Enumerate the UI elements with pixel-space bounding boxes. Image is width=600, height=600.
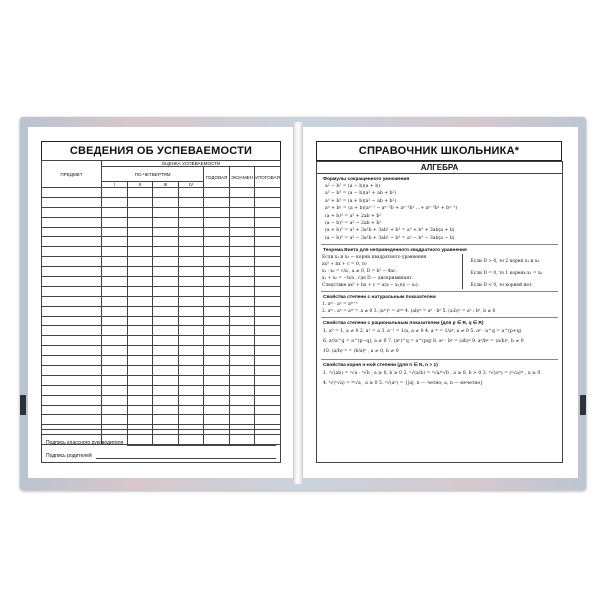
grade-cell[interactable] bbox=[204, 375, 230, 385]
formula-line: (a − b)³ = a³ − 3a²b + 3ab² − b³ = a³ − b³ − 3ab(a − b) bbox=[325, 235, 455, 241]
grade-cell[interactable] bbox=[153, 247, 179, 257]
left-page-title: СВЕДЕНИЯ ОБ УСПЕВАЕМОСТИ bbox=[41, 141, 281, 161]
vieta-line: x₁ + x₂ = −b/a , где D — дискриминант. bbox=[322, 276, 414, 282]
formula-line: a³ − b³ = (a − b)(a² + ab + b²) bbox=[325, 191, 397, 197]
parents-signature-row bbox=[46, 446, 276, 459]
divider bbox=[321, 291, 558, 292]
left-page bbox=[28, 127, 294, 478]
grade-cell[interactable] bbox=[255, 346, 281, 356]
grade-cell[interactable] bbox=[204, 267, 230, 277]
formula-line: (a − b)² = a² − 2ab + b² bbox=[325, 221, 382, 227]
grade-row bbox=[42, 336, 281, 346]
subject-cell[interactable] bbox=[42, 336, 102, 346]
grade-cell[interactable] bbox=[153, 356, 179, 366]
grade-cell[interactable] bbox=[204, 395, 230, 405]
grade-cell[interactable] bbox=[127, 395, 153, 405]
grade-cell[interactable] bbox=[178, 346, 204, 356]
formula-line: (a + b)² = a² + 2ab + b² bbox=[325, 213, 382, 219]
grade-cell[interactable] bbox=[127, 346, 153, 356]
grade-cell[interactable] bbox=[229, 217, 255, 227]
grade-cell[interactable] bbox=[127, 277, 153, 287]
grade-cell[interactable] bbox=[127, 306, 153, 316]
grade-cell[interactable] bbox=[229, 385, 255, 395]
grade-cell[interactable] bbox=[204, 188, 230, 198]
grades-table bbox=[41, 160, 281, 445]
teacher-signature-line[interactable] bbox=[127, 439, 276, 446]
grade-row bbox=[42, 227, 281, 237]
grade-cell[interactable] bbox=[204, 316, 230, 326]
grade-cell[interactable] bbox=[204, 247, 230, 257]
rational-power-row: 6. aᵖ/a^q = a^(p−q), a ≠ 0 7. (aᵖ)^q = a^(pq) 8. aᵖ · bᵖ = (ab)ᵖ 9. aᵖ/bᵖ = (a/b)ᵖ, b ≠ 0 bbox=[323, 339, 524, 345]
grade-cell[interactable] bbox=[204, 197, 230, 207]
grade-cell[interactable] bbox=[178, 306, 204, 316]
grade-cell[interactable] bbox=[255, 296, 281, 306]
grade-cell[interactable] bbox=[229, 395, 255, 405]
grade-row bbox=[42, 415, 281, 425]
grade-cell[interactable] bbox=[153, 267, 179, 277]
grade-cell[interactable] bbox=[102, 247, 128, 257]
grade-cell[interactable] bbox=[153, 346, 179, 356]
grade-cell[interactable] bbox=[153, 188, 179, 198]
grade-row bbox=[42, 306, 281, 316]
subject-cell[interactable] bbox=[42, 356, 102, 366]
grade-cell[interactable] bbox=[127, 286, 153, 296]
grade-cell[interactable] bbox=[102, 207, 128, 217]
grade-cell[interactable] bbox=[204, 366, 230, 376]
grade-cell[interactable] bbox=[127, 366, 153, 376]
grade-cell[interactable] bbox=[255, 188, 281, 198]
grade-cell[interactable] bbox=[178, 415, 204, 425]
formula-line: a² − b² = (a − b)(a + b) bbox=[325, 184, 380, 189]
grade-cell[interactable] bbox=[229, 415, 255, 425]
grade-cell[interactable] bbox=[229, 296, 255, 306]
grade-cell[interactable] bbox=[178, 257, 204, 267]
vieta-line: Если x₁ и x₂ — корни квадратного уравнения bbox=[322, 255, 427, 261]
quarters-header: ПО ЧЕТВЕРТЯМ bbox=[102, 167, 204, 182]
grade-cell[interactable] bbox=[102, 375, 128, 385]
subject-cell[interactable] bbox=[42, 296, 102, 306]
grade-row bbox=[42, 316, 281, 326]
grade-cell[interactable] bbox=[102, 197, 128, 207]
subject-cell[interactable] bbox=[42, 277, 102, 287]
subject-cell[interactable] bbox=[42, 237, 102, 247]
grade-cell[interactable] bbox=[229, 346, 255, 356]
grade-cell[interactable] bbox=[255, 247, 281, 257]
grade-cell[interactable] bbox=[102, 326, 128, 336]
grade-cell[interactable] bbox=[255, 207, 281, 217]
grade-cell[interactable] bbox=[153, 296, 179, 306]
grade-cell[interactable] bbox=[178, 336, 204, 346]
grade-cell[interactable] bbox=[255, 257, 281, 267]
divider bbox=[321, 317, 558, 318]
grade-cell[interactable] bbox=[178, 296, 204, 306]
grade-cell[interactable] bbox=[102, 257, 128, 267]
grade-row bbox=[42, 247, 281, 257]
right-page bbox=[302, 127, 578, 478]
grade-cell[interactable] bbox=[255, 237, 281, 247]
grades-header: ОЦЕНКА УСПЕВАЕМОСТИ bbox=[102, 161, 281, 167]
grade-cell[interactable] bbox=[178, 395, 204, 405]
grade-cell[interactable] bbox=[204, 346, 230, 356]
grade-cell[interactable] bbox=[127, 217, 153, 227]
grade-row bbox=[42, 395, 281, 405]
grade-cell[interactable] bbox=[127, 385, 153, 395]
grade-cell[interactable] bbox=[204, 415, 230, 425]
divider bbox=[321, 359, 558, 360]
grade-cell[interactable] bbox=[255, 366, 281, 376]
quarter-2: II bbox=[127, 182, 153, 188]
vieta-line: ax² + bx + c = 0, то bbox=[322, 262, 367, 268]
grade-cell[interactable] bbox=[102, 188, 128, 198]
subject-cell[interactable] bbox=[42, 395, 102, 405]
grade-row bbox=[42, 366, 281, 376]
discriminant-case: Если D < 0, то корней нет. bbox=[470, 283, 533, 289]
grade-cell[interactable] bbox=[229, 286, 255, 296]
grade-cell[interactable] bbox=[153, 286, 179, 296]
grade-cell[interactable] bbox=[102, 405, 128, 415]
grade-cell[interactable] bbox=[204, 257, 230, 267]
grade-cell[interactable] bbox=[178, 356, 204, 366]
signature-box bbox=[41, 429, 281, 463]
grade-cell[interactable] bbox=[102, 366, 128, 376]
grade-row bbox=[42, 346, 281, 356]
grade-cell[interactable] bbox=[204, 237, 230, 247]
vieta-left bbox=[317, 254, 462, 289]
grade-cell[interactable] bbox=[102, 336, 128, 346]
grade-cell[interactable] bbox=[255, 306, 281, 316]
grade-cell[interactable] bbox=[127, 257, 153, 267]
grade-cell[interactable] bbox=[102, 415, 128, 425]
grade-row bbox=[42, 326, 281, 336]
grade-cell[interactable] bbox=[102, 227, 128, 237]
grade-cell[interactable] bbox=[178, 375, 204, 385]
grade-row bbox=[42, 237, 281, 247]
grade-cell[interactable] bbox=[178, 197, 204, 207]
grade-cell[interactable] bbox=[255, 316, 281, 326]
grade-cell[interactable] bbox=[255, 286, 281, 296]
grade-cell[interactable] bbox=[178, 237, 204, 247]
grade-cell[interactable] bbox=[153, 336, 179, 346]
grade-cell[interactable] bbox=[153, 366, 179, 376]
grade-cell[interactable] bbox=[178, 247, 204, 257]
grade-cell[interactable] bbox=[204, 306, 230, 316]
grade-cell[interactable] bbox=[127, 405, 153, 415]
final-header: ИТОГОВАЯ bbox=[255, 167, 281, 188]
grade-cell[interactable] bbox=[127, 267, 153, 277]
grade-cell[interactable] bbox=[255, 277, 281, 287]
grade-cell[interactable] bbox=[127, 415, 153, 425]
grade-cell[interactable] bbox=[127, 375, 153, 385]
rational-power-row: 1. a⁰ = 1, a ≠ 0 2. a¹ = a 3. a⁻¹ = 1/a, a ≠ 0 4. a⁻ᵖ = 1/aᵖ, a ≠ 0 5. aᵖ · a^q = a^(p+q) bbox=[323, 329, 522, 335]
natural-power-row: 2. aᵐ : aⁿ = aᵐ⁻ⁿ, a ≠ 0 3. (aᵐ)ⁿ = aᵐⁿ 4. (ab)ⁿ = aⁿ · bⁿ 5. (a:b)ⁿ = aⁿ : bⁿ, b ≠ 0 bbox=[322, 309, 496, 315]
grade-cell[interactable] bbox=[153, 415, 179, 425]
subject-cell[interactable] bbox=[42, 207, 102, 217]
subject-cell[interactable] bbox=[42, 257, 102, 267]
grade-cell[interactable] bbox=[229, 336, 255, 346]
grade-cell[interactable] bbox=[255, 385, 281, 395]
grade-cell[interactable] bbox=[255, 356, 281, 366]
grade-row bbox=[42, 217, 281, 227]
parents-signature-label: Подпись родителей bbox=[46, 453, 92, 459]
grade-row bbox=[42, 385, 281, 395]
formula-line: aⁿ + bⁿ = (a + b)(aⁿ⁻¹ − aⁿ⁻²b + aⁿ⁻³b² …+ aⁿ⁻³b² + bⁿ⁻¹) bbox=[325, 206, 458, 212]
grade-cell[interactable] bbox=[229, 197, 255, 207]
reference-box bbox=[316, 161, 563, 463]
cover-edge-right bbox=[580, 395, 586, 415]
grade-row bbox=[42, 375, 281, 385]
grade-cell[interactable] bbox=[255, 395, 281, 405]
vieta-title: Теорема Виета для неприведенного квадратного уравнения bbox=[323, 248, 467, 254]
grade-row bbox=[42, 296, 281, 306]
grade-cell[interactable] bbox=[153, 197, 179, 207]
grade-row bbox=[42, 286, 281, 296]
teacher-signature-label: Подпись классного руководителя bbox=[46, 440, 124, 446]
grade-cell[interactable] bbox=[229, 405, 255, 415]
grade-cell[interactable] bbox=[255, 326, 281, 336]
grade-cell[interactable] bbox=[102, 277, 128, 287]
grade-cell[interactable] bbox=[204, 405, 230, 415]
grade-cell[interactable] bbox=[153, 375, 179, 385]
algebra-heading: АЛГЕБРА bbox=[317, 162, 562, 174]
grade-cell[interactable] bbox=[204, 356, 230, 366]
grade-cell[interactable] bbox=[229, 306, 255, 316]
subject-cell[interactable] bbox=[42, 366, 102, 376]
cover-edge-left bbox=[20, 395, 26, 415]
grade-cell[interactable] bbox=[153, 405, 179, 415]
grade-cell[interactable] bbox=[102, 217, 128, 227]
grade-row bbox=[42, 188, 281, 198]
grade-cell[interactable] bbox=[229, 375, 255, 385]
grade-cell[interactable] bbox=[153, 385, 179, 395]
rational-power-row: 10. (a/b)⁻ᵖ = (b/a)ᵖ , a ≠ 0, b ≠ 0 bbox=[323, 349, 399, 355]
grade-cell[interactable] bbox=[178, 405, 204, 415]
vieta-corollary: Следствие ax² + bx + c = a(x − x₁)(x − x₂). bbox=[322, 283, 419, 289]
grade-cell[interactable] bbox=[153, 227, 179, 237]
grade-cell[interactable] bbox=[178, 286, 204, 296]
grade-cell[interactable] bbox=[102, 316, 128, 326]
grade-cell[interactable] bbox=[178, 217, 204, 227]
grade-cell[interactable] bbox=[153, 316, 179, 326]
grade-cell[interactable] bbox=[229, 237, 255, 247]
subject-cell[interactable] bbox=[42, 405, 102, 415]
roots-row: 1. ⁿ√(ab) = ⁿ√a · ⁿ√b , a ≥ 0, b ≥ 0 2. ⁿ√(a/b) = ⁿ√a/ⁿ√b , a ≥ 0, b > 0 3. ⁿ√(aᵐ) = (ⁿ√a)ᵐ , a ≥ 0 bbox=[323, 371, 541, 377]
grade-cell[interactable] bbox=[204, 207, 230, 217]
grade-cell[interactable] bbox=[178, 227, 204, 237]
grade-cell[interactable] bbox=[204, 217, 230, 227]
grade-cell[interactable] bbox=[153, 395, 179, 405]
abbrev-mult-title: Формулы сокращенного умножения bbox=[323, 177, 410, 182]
grade-cell[interactable] bbox=[127, 237, 153, 247]
subject-cell[interactable] bbox=[42, 197, 102, 207]
roots-title: Свойства корня n-ной степени (для n ∈ N, n > 1) bbox=[323, 363, 438, 369]
grade-cell[interactable] bbox=[102, 385, 128, 395]
grade-cell[interactable] bbox=[178, 316, 204, 326]
subject-cell[interactable] bbox=[42, 326, 102, 336]
grade-cell[interactable] bbox=[229, 316, 255, 326]
grade-cell[interactable] bbox=[229, 326, 255, 336]
grade-cell[interactable] bbox=[127, 227, 153, 237]
subject-cell[interactable] bbox=[42, 286, 102, 296]
grade-cell[interactable] bbox=[204, 326, 230, 336]
grade-cell[interactable] bbox=[204, 385, 230, 395]
grade-cell[interactable] bbox=[229, 257, 255, 267]
grade-cell[interactable] bbox=[178, 188, 204, 198]
grade-cell[interactable] bbox=[178, 267, 204, 277]
quarter-4: IV bbox=[178, 182, 204, 188]
subject-cell[interactable] bbox=[42, 346, 102, 356]
subject-cell[interactable] bbox=[42, 306, 102, 316]
grade-cell[interactable] bbox=[153, 326, 179, 336]
subject-cell[interactable] bbox=[42, 375, 102, 385]
vieta-right bbox=[462, 254, 562, 289]
grade-row bbox=[42, 356, 281, 366]
rational-power-title: Свойства степени с рациональным показателем (для p ∈ R, q ∈ R) bbox=[323, 321, 484, 327]
quarter-3: III bbox=[153, 182, 179, 188]
grade-cell[interactable] bbox=[255, 415, 281, 425]
grade-cell[interactable] bbox=[255, 267, 281, 277]
grade-cell[interactable] bbox=[229, 227, 255, 237]
grade-row bbox=[42, 207, 281, 217]
grade-cell[interactable] bbox=[255, 217, 281, 227]
notebook-spine bbox=[294, 122, 302, 484]
grade-cell[interactable] bbox=[153, 217, 179, 227]
grade-cell[interactable] bbox=[229, 267, 255, 277]
grade-cell[interactable] bbox=[127, 188, 153, 198]
grade-row bbox=[42, 257, 281, 267]
grade-cell[interactable] bbox=[102, 267, 128, 277]
grade-cell[interactable] bbox=[153, 277, 179, 287]
grade-cell[interactable] bbox=[127, 197, 153, 207]
year-header: ГОДОВАЯ bbox=[204, 167, 230, 188]
subject-header: ПРЕДМЕТ bbox=[42, 161, 102, 188]
grade-cell[interactable] bbox=[229, 366, 255, 376]
grade-cell[interactable] bbox=[102, 296, 128, 306]
teacher-signature-row bbox=[46, 433, 276, 446]
grade-cell[interactable] bbox=[255, 405, 281, 415]
natural-power-title: Свойства степени с натуральным показателем bbox=[323, 295, 436, 301]
grade-cell[interactable] bbox=[127, 356, 153, 366]
discriminant-case: Если D = 0, то 1 корень x₁ = x₂. bbox=[470, 271, 544, 277]
grade-cell[interactable] bbox=[153, 306, 179, 316]
grade-cell[interactable] bbox=[255, 375, 281, 385]
vieta-line: x₁ · x₂ = c/a , a ≠ 0, D = b² − 4ac, bbox=[322, 269, 397, 275]
subject-cell[interactable] bbox=[42, 415, 102, 425]
right-page-title: СПРАВОЧНИК ШКОЛЬНИКА* bbox=[316, 141, 562, 161]
grade-cell[interactable] bbox=[229, 277, 255, 287]
grade-cell[interactable] bbox=[127, 326, 153, 336]
grade-cell[interactable] bbox=[229, 247, 255, 257]
grade-cell[interactable] bbox=[102, 346, 128, 356]
grade-cell[interactable] bbox=[204, 296, 230, 306]
subject-cell[interactable] bbox=[42, 267, 102, 277]
grade-cell[interactable] bbox=[229, 207, 255, 217]
grade-cell[interactable] bbox=[229, 356, 255, 366]
grade-cell[interactable] bbox=[102, 286, 128, 296]
subject-cell[interactable] bbox=[42, 188, 102, 198]
grade-cell[interactable] bbox=[102, 356, 128, 366]
natural-power-row: 1. aᵐ · aⁿ = aᵐ⁺ⁿ bbox=[322, 302, 358, 308]
grade-cell[interactable] bbox=[127, 296, 153, 306]
subject-cell[interactable] bbox=[42, 217, 102, 227]
grade-row bbox=[42, 405, 281, 415]
formula-line: (a + b)³ = a³ + 3a²b + 3ab² + b³ = a³ + b³ + 3ab(a + b) bbox=[325, 228, 455, 234]
grade-row bbox=[42, 197, 281, 207]
grade-cell[interactable] bbox=[102, 395, 128, 405]
subject-cell[interactable] bbox=[42, 316, 102, 326]
grade-cell[interactable] bbox=[178, 277, 204, 287]
grade-cell[interactable] bbox=[204, 277, 230, 287]
parents-signature-line[interactable] bbox=[96, 452, 276, 459]
grade-cell[interactable] bbox=[204, 286, 230, 296]
grade-cell[interactable] bbox=[178, 326, 204, 336]
grade-row bbox=[42, 267, 281, 277]
grade-row bbox=[42, 277, 281, 287]
grade-cell[interactable] bbox=[255, 227, 281, 237]
subject-cell[interactable] bbox=[42, 227, 102, 237]
grade-cell[interactable] bbox=[178, 207, 204, 217]
subject-cell[interactable] bbox=[42, 385, 102, 395]
grade-cell[interactable] bbox=[102, 306, 128, 316]
grade-cell[interactable] bbox=[255, 336, 281, 346]
roots-row: 4. ᵏ√(ⁿ√a) = ᵏⁿ√a , a ≥ 0 5. ⁿ√(aⁿ) = {|a|, n — четно; a, n — нечетно} bbox=[323, 381, 484, 387]
grade-cell[interactable] bbox=[153, 237, 179, 247]
subject-cell[interactable] bbox=[42, 247, 102, 257]
exam-header: ЭКЗАМЕН bbox=[229, 167, 255, 188]
grade-cell[interactable] bbox=[229, 188, 255, 198]
grade-cell[interactable] bbox=[127, 316, 153, 326]
quarter-1: I bbox=[102, 182, 128, 188]
grade-cell[interactable] bbox=[127, 207, 153, 217]
divider bbox=[321, 244, 558, 245]
formula-line: a³ + b³ = (a + b)(a² − ab + b²) bbox=[325, 198, 397, 204]
grade-cell[interactable] bbox=[204, 336, 230, 346]
grade-cell[interactable] bbox=[127, 336, 153, 346]
grade-cell[interactable] bbox=[102, 237, 128, 247]
grade-cell[interactable] bbox=[153, 257, 179, 267]
grade-cell[interactable] bbox=[204, 227, 230, 237]
grade-cell[interactable] bbox=[178, 385, 204, 395]
grade-cell[interactable] bbox=[153, 207, 179, 217]
grade-cell[interactable] bbox=[255, 197, 281, 207]
grade-cell[interactable] bbox=[178, 366, 204, 376]
grade-cell[interactable] bbox=[127, 247, 153, 257]
vieta-block bbox=[317, 254, 562, 289]
discriminant-case: Если D > 0, то 2 корня x₁ и x₂. bbox=[470, 259, 541, 265]
